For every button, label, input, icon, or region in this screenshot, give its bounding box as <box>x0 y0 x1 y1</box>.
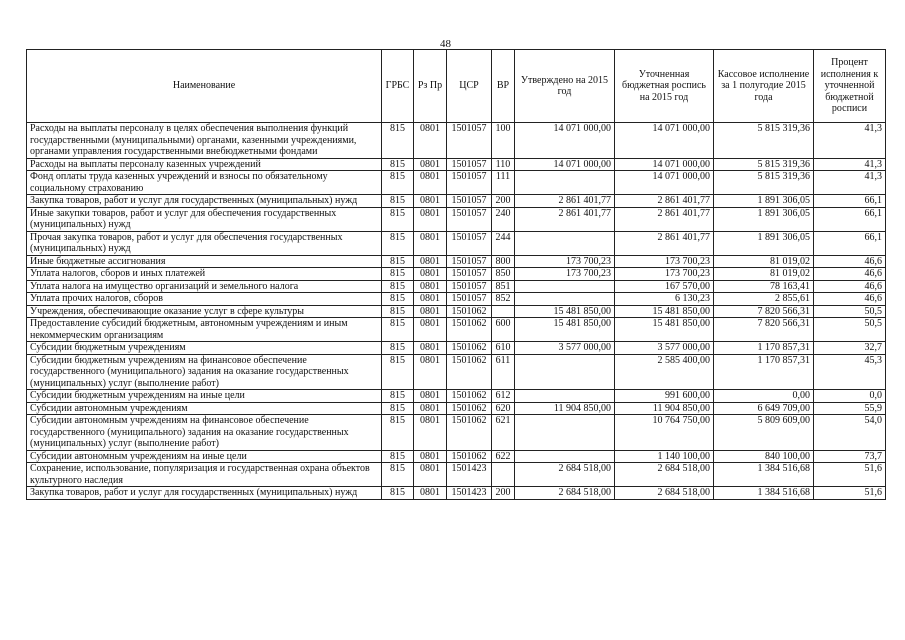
page-number: 48 <box>440 38 451 50</box>
cell-approved <box>515 231 615 255</box>
cell-csr: 1501057 <box>447 268 492 281</box>
cell-grbs: 815 <box>382 280 414 293</box>
cell-cash: 6 649 709,00 <box>714 402 814 415</box>
cell-csr: 1501057 <box>447 158 492 171</box>
table-row <box>27 268 886 281</box>
cell-rzpr: 0801 <box>414 293 447 306</box>
cell-vr: 852 <box>492 293 515 306</box>
cell-refined: 167 570,00 <box>615 280 714 293</box>
cell-grbs: 815 <box>382 268 414 281</box>
cell-vr: 611 <box>492 354 515 390</box>
cell-name: Уплата налогов, сборов и иных платежей <box>27 268 382 281</box>
cell-cash: 81 019,02 <box>714 255 814 268</box>
budget-table <box>26 49 886 500</box>
cell-vr: 244 <box>492 231 515 255</box>
cell-name: Субсидии автономным учреждениям на финансовое обеспечение государственного (муниципального) задания на оказание государственных (муниципальных) услуг (выполнение работ) <box>27 415 382 451</box>
cell-rzpr: 0801 <box>414 390 447 403</box>
cell-approved: 11 904 850,00 <box>515 402 615 415</box>
cell-vr: 612 <box>492 390 515 403</box>
cell-refined: 173 700,23 <box>615 268 714 281</box>
cell-grbs: 815 <box>382 305 414 318</box>
cell-vr: 622 <box>492 450 515 463</box>
cell-csr: 1501057 <box>447 231 492 255</box>
cell-rzpr: 0801 <box>414 305 447 318</box>
cell-rzpr: 0801 <box>414 268 447 281</box>
cell-percent: 41,3 <box>814 171 886 195</box>
cell-vr: 240 <box>492 207 515 231</box>
cell-csr: 1501062 <box>447 390 492 403</box>
cell-name: Субсидии бюджетным учреждениям на финансовое обеспечение государственного (муниципального) задания на оказание государственных (муниципальных) услуг (выполнение работ) <box>27 354 382 390</box>
cell-rzpr: 0801 <box>414 195 447 208</box>
table-row <box>27 342 886 355</box>
cell-percent: 50,5 <box>814 305 886 318</box>
cell-grbs: 815 <box>382 293 414 306</box>
cell-csr: 1501062 <box>447 415 492 451</box>
cell-refined: 14 071 000,00 <box>615 171 714 195</box>
cell-csr: 1501057 <box>447 195 492 208</box>
cell-percent: 45,3 <box>814 354 886 390</box>
cell-grbs: 815 <box>382 123 414 159</box>
cell-cash: 1 891 306,05 <box>714 231 814 255</box>
cell-approved <box>515 415 615 451</box>
cell-cash: 5 815 319,36 <box>714 171 814 195</box>
cell-approved <box>515 390 615 403</box>
cell-refined: 2 861 401,77 <box>615 207 714 231</box>
cell-refined: 2 585 400,00 <box>615 354 714 390</box>
cell-refined: 15 481 850,00 <box>615 305 714 318</box>
cell-name: Иные бюджетные ассигнования <box>27 255 382 268</box>
cell-percent: 51,6 <box>814 487 886 500</box>
cell-percent: 66,1 <box>814 195 886 208</box>
cell-rzpr: 0801 <box>414 123 447 159</box>
cell-cash: 840 100,00 <box>714 450 814 463</box>
cell-cash: 1 170 857,31 <box>714 342 814 355</box>
cell-refined: 991 600,00 <box>615 390 714 403</box>
cell-refined: 1 140 100,00 <box>615 450 714 463</box>
cell-refined: 14 071 000,00 <box>615 158 714 171</box>
cell-cash: 81 019,02 <box>714 268 814 281</box>
cell-cash: 7 820 566,31 <box>714 318 814 342</box>
cell-vr: 800 <box>492 255 515 268</box>
cell-cash: 1 384 516,68 <box>714 487 814 500</box>
table-row <box>27 158 886 171</box>
cell-percent: 46,6 <box>814 255 886 268</box>
cell-rzpr: 0801 <box>414 207 447 231</box>
cell-refined: 3 577 000,00 <box>615 342 714 355</box>
header-percent: Процент исполнения к уточненной бюджетной росписи <box>814 50 886 123</box>
cell-cash: 1 170 857,31 <box>714 354 814 390</box>
cell-refined: 2 861 401,77 <box>615 195 714 208</box>
table-row <box>27 463 886 487</box>
cell-csr: 1501062 <box>447 342 492 355</box>
cell-rzpr: 0801 <box>414 402 447 415</box>
cell-grbs: 815 <box>382 207 414 231</box>
table-row <box>27 255 886 268</box>
cell-name: Субсидии бюджетным учреждениям <box>27 342 382 355</box>
cell-name: Предоставление субсидий бюджетным, автономным учреждениям и иным некоммерческим организациям <box>27 318 382 342</box>
cell-approved <box>515 450 615 463</box>
cell-grbs: 815 <box>382 318 414 342</box>
cell-percent: 51,6 <box>814 463 886 487</box>
cell-grbs: 815 <box>382 463 414 487</box>
table-row <box>27 354 886 390</box>
cell-approved: 15 481 850,00 <box>515 318 615 342</box>
cell-cash: 78 163,41 <box>714 280 814 293</box>
cell-csr: 1501062 <box>447 450 492 463</box>
cell-rzpr: 0801 <box>414 318 447 342</box>
cell-refined: 14 071 000,00 <box>615 123 714 159</box>
cell-approved <box>515 171 615 195</box>
cell-approved: 173 700,23 <box>515 255 615 268</box>
cell-vr <box>492 305 515 318</box>
cell-name: Субсидии автономным учреждениям на иные цели <box>27 450 382 463</box>
cell-approved <box>515 280 615 293</box>
cell-grbs: 815 <box>382 231 414 255</box>
cell-grbs: 815 <box>382 390 414 403</box>
cell-grbs: 815 <box>382 450 414 463</box>
table-row <box>27 390 886 403</box>
cell-percent: 66,1 <box>814 231 886 255</box>
cell-grbs: 815 <box>382 354 414 390</box>
cell-approved: 2 684 518,00 <box>515 487 615 500</box>
cell-name: Фонд оплаты труда казенных учреждений и взносы по обязательному социальному страхованию <box>27 171 382 195</box>
cell-percent: 0,0 <box>814 390 886 403</box>
header-approved: Утверждено на 2015 год <box>515 50 615 123</box>
cell-approved: 14 071 000,00 <box>515 123 615 159</box>
cell-approved: 3 577 000,00 <box>515 342 615 355</box>
cell-vr: 111 <box>492 171 515 195</box>
cell-approved: 2 684 518,00 <box>515 463 615 487</box>
cell-refined: 11 904 850,00 <box>615 402 714 415</box>
table-row <box>27 293 886 306</box>
cell-grbs: 815 <box>382 342 414 355</box>
cell-rzpr: 0801 <box>414 463 447 487</box>
cell-approved: 2 861 401,77 <box>515 195 615 208</box>
cell-name: Учреждения, обеспечивающие оказание услуг в сфере культуры <box>27 305 382 318</box>
cell-grbs: 815 <box>382 255 414 268</box>
cell-cash: 0,00 <box>714 390 814 403</box>
table-row <box>27 280 886 293</box>
cell-approved <box>515 293 615 306</box>
header-vr: ВР <box>492 50 515 123</box>
cell-rzpr: 0801 <box>414 487 447 500</box>
cell-csr: 1501057 <box>447 293 492 306</box>
cell-approved: 173 700,23 <box>515 268 615 281</box>
cell-vr: 100 <box>492 123 515 159</box>
cell-csr: 1501062 <box>447 402 492 415</box>
cell-refined: 173 700,23 <box>615 255 714 268</box>
table-row <box>27 207 886 231</box>
cell-grbs: 815 <box>382 402 414 415</box>
cell-refined: 15 481 850,00 <box>615 318 714 342</box>
cell-csr: 1501057 <box>447 123 492 159</box>
cell-cash: 1 384 516,68 <box>714 463 814 487</box>
cell-vr: 110 <box>492 158 515 171</box>
cell-rzpr: 0801 <box>414 231 447 255</box>
table-row <box>27 123 886 159</box>
cell-vr: 200 <box>492 487 515 500</box>
header-refined: Уточненная бюджетная роспись на 2015 год <box>615 50 714 123</box>
header-rzpr: Рз Пр <box>414 50 447 123</box>
cell-rzpr: 0801 <box>414 171 447 195</box>
cell-percent: 41,3 <box>814 158 886 171</box>
cell-cash: 5 809 609,00 <box>714 415 814 451</box>
header-grbs: ГРБС <box>382 50 414 123</box>
cell-rzpr: 0801 <box>414 158 447 171</box>
cell-name: Сохранение, использование, популяризация и государственная охрана объектов культурного наследия <box>27 463 382 487</box>
cell-csr: 1501062 <box>447 305 492 318</box>
cell-percent: 55,9 <box>814 402 886 415</box>
cell-vr: 850 <box>492 268 515 281</box>
cell-csr: 1501057 <box>447 255 492 268</box>
cell-name: Субсидии бюджетным учреждениям на иные цели <box>27 390 382 403</box>
cell-name: Уплата налога на имущество организаций и земельного налога <box>27 280 382 293</box>
table-row <box>27 231 886 255</box>
cell-approved <box>515 354 615 390</box>
cell-refined: 10 764 750,00 <box>615 415 714 451</box>
cell-cash: 1 891 306,05 <box>714 195 814 208</box>
cell-rzpr: 0801 <box>414 280 447 293</box>
cell-percent: 66,1 <box>814 207 886 231</box>
table-row <box>27 450 886 463</box>
cell-name: Расходы на выплаты персоналу казенных учреждений <box>27 158 382 171</box>
cell-percent: 41,3 <box>814 123 886 159</box>
cell-csr: 1501062 <box>447 354 492 390</box>
cell-refined: 6 130,23 <box>615 293 714 306</box>
cell-rzpr: 0801 <box>414 354 447 390</box>
header-cash: Кассовое исполнение за 1 полугодие 2015 года <box>714 50 814 123</box>
cell-rzpr: 0801 <box>414 255 447 268</box>
cell-percent: 32,7 <box>814 342 886 355</box>
cell-approved: 2 861 401,77 <box>515 207 615 231</box>
cell-grbs: 815 <box>382 415 414 451</box>
cell-vr: 851 <box>492 280 515 293</box>
cell-name: Прочая закупка товаров, работ и услуг для обеспечения государственных (муниципальных) нужд <box>27 231 382 255</box>
cell-refined: 2 861 401,77 <box>615 231 714 255</box>
table-row <box>27 171 886 195</box>
cell-csr: 1501423 <box>447 487 492 500</box>
cell-grbs: 815 <box>382 171 414 195</box>
table-row <box>27 318 886 342</box>
cell-name: Закупка товаров, работ и услуг для государственных (муниципальных) нужд <box>27 487 382 500</box>
cell-name: Расходы на выплаты персоналу в целях обеспечения выполнения функций государственными (муниципальными) органами, казенными учреждениями, органами управления государственными внебюджетными фондами <box>27 123 382 159</box>
cell-csr: 1501423 <box>447 463 492 487</box>
table-row <box>27 195 886 208</box>
cell-vr: 620 <box>492 402 515 415</box>
table-row <box>27 305 886 318</box>
cell-name: Субсидии автономным учреждениям <box>27 402 382 415</box>
header-csr: ЦСР <box>447 50 492 123</box>
cell-approved: 15 481 850,00 <box>515 305 615 318</box>
cell-percent: 46,6 <box>814 268 886 281</box>
header-name: Наименование <box>27 50 382 123</box>
cell-vr: 610 <box>492 342 515 355</box>
cell-refined: 2 684 518,00 <box>615 487 714 500</box>
cell-cash: 2 855,61 <box>714 293 814 306</box>
cell-name: Иные закупки товаров, работ и услуг для обеспечения государственных (муниципальных) нужд <box>27 207 382 231</box>
cell-cash: 5 815 319,36 <box>714 158 814 171</box>
cell-percent: 73,7 <box>814 450 886 463</box>
cell-percent: 50,5 <box>814 318 886 342</box>
cell-grbs: 815 <box>382 158 414 171</box>
cell-rzpr: 0801 <box>414 415 447 451</box>
cell-cash: 7 820 566,31 <box>714 305 814 318</box>
cell-name: Закупка товаров, работ и услуг для государственных (муниципальных) нужд <box>27 195 382 208</box>
cell-vr: 600 <box>492 318 515 342</box>
cell-cash: 5 815 319,36 <box>714 123 814 159</box>
table-row <box>27 402 886 415</box>
cell-csr: 1501062 <box>447 318 492 342</box>
cell-rzpr: 0801 <box>414 342 447 355</box>
cell-rzpr: 0801 <box>414 450 447 463</box>
cell-csr: 1501057 <box>447 207 492 231</box>
table-row <box>27 415 886 451</box>
cell-approved: 14 071 000,00 <box>515 158 615 171</box>
cell-percent: 54,0 <box>814 415 886 451</box>
table-row <box>27 487 886 500</box>
cell-csr: 1501057 <box>447 171 492 195</box>
cell-csr: 1501057 <box>447 280 492 293</box>
cell-grbs: 815 <box>382 487 414 500</box>
cell-name: Уплата прочих налогов, сборов <box>27 293 382 306</box>
cell-percent: 46,6 <box>814 280 886 293</box>
header-row <box>27 50 886 123</box>
cell-vr: 200 <box>492 195 515 208</box>
cell-cash: 1 891 306,05 <box>714 207 814 231</box>
cell-refined: 2 684 518,00 <box>615 463 714 487</box>
cell-percent: 46,6 <box>814 293 886 306</box>
cell-grbs: 815 <box>382 195 414 208</box>
cell-vr <box>492 463 515 487</box>
cell-vr: 621 <box>492 415 515 451</box>
